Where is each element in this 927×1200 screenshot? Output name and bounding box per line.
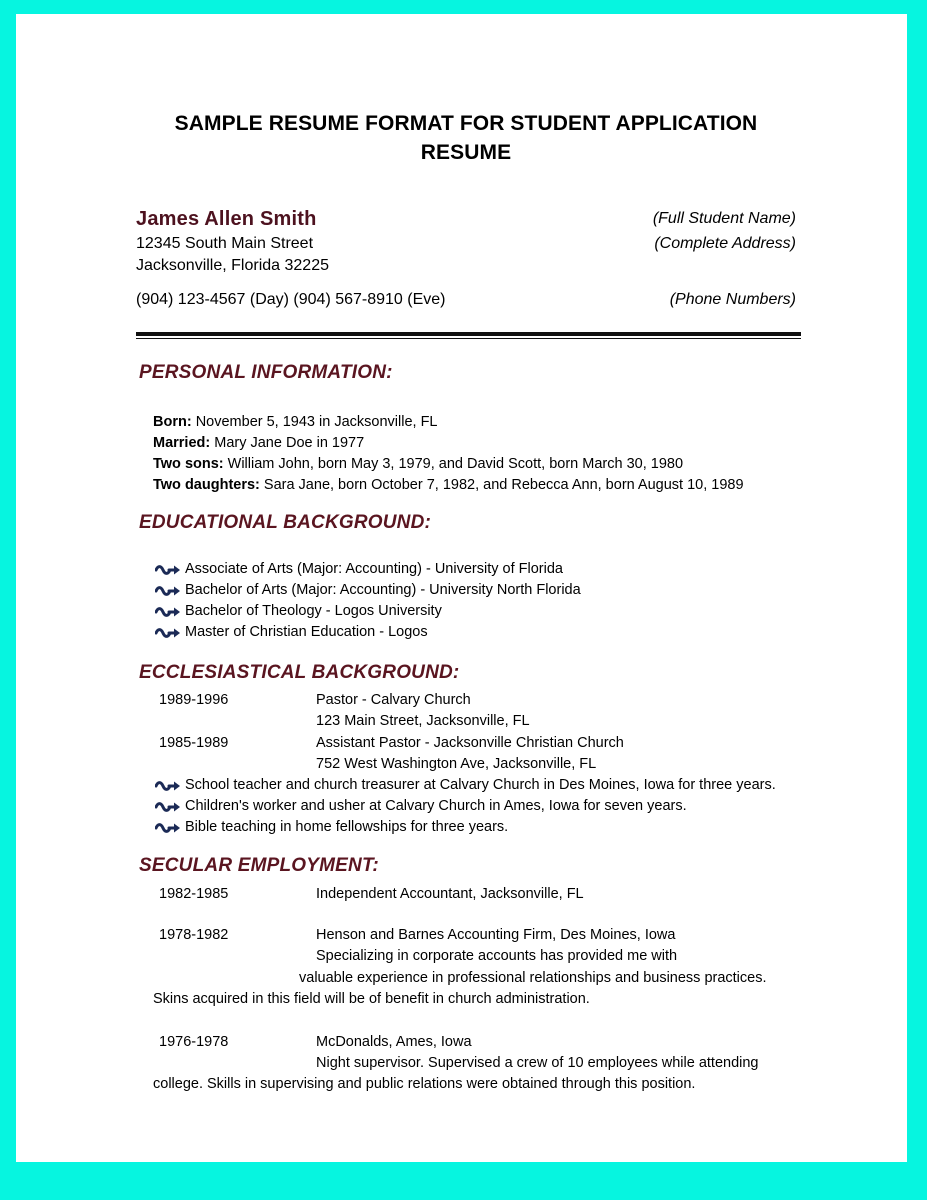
secular-job2-detail-2: valuable experience in professional relationships and business practices. bbox=[299, 970, 767, 986]
ecclesiastical-bullet bbox=[155, 817, 508, 838]
secular-job3-title: McDonalds, Ames, Iowa bbox=[316, 1034, 472, 1050]
personal-item-married bbox=[153, 433, 364, 454]
personal-value-daughters: Sara Jane, born October 7, 1982, and Rebecca Ann, born August 10, 1989 bbox=[259, 477, 744, 493]
personal-value-married: Mary Jane Doe in 1977 bbox=[210, 435, 365, 451]
label-full-student-name: (Full Student Name) bbox=[652, 210, 796, 227]
resume-page bbox=[16, 14, 907, 1162]
personal-item-born bbox=[153, 412, 438, 433]
wavy-arrow-icon bbox=[155, 821, 183, 835]
education-item bbox=[155, 622, 428, 643]
contact-phones: (904) 123-4567 (Day) (904) 567-8910 (Eve) bbox=[136, 291, 446, 308]
education-item-label: Bachelor of Arts (Major: Accounting) - University North Florida bbox=[185, 582, 581, 598]
education-item-label: Associate of Arts (Major: Accounting) - University of Florida bbox=[185, 561, 563, 577]
personal-value-sons: William John, born May 3, 1979, and David Scott, born March 30, 1980 bbox=[223, 456, 684, 472]
secular-job2-detail-3: Skins acquired in this field will be of benefit in church administration. bbox=[153, 991, 590, 1007]
resume-document bbox=[16, 14, 907, 1162]
secular-job2-title: Henson and Barnes Accounting Firm, Des Moines, Iowa bbox=[316, 927, 676, 943]
personal-label-born: Born: bbox=[153, 414, 192, 430]
ecclesiastical-entry-address: 752 West Washington Ave, Jacksonville, FL bbox=[316, 756, 597, 772]
wavy-arrow-icon bbox=[155, 605, 183, 619]
secular-job3-date: 1976-1978 bbox=[159, 1034, 229, 1050]
ecclesiastical-entry-address: 123 Main Street, Jacksonville, FL bbox=[316, 713, 530, 729]
section-heading-secular-employment: SECULAR EMPLOYMENT: bbox=[139, 855, 379, 876]
wavy-arrow-icon bbox=[155, 626, 183, 640]
secular-job2-date: 1978-1982 bbox=[159, 927, 229, 943]
education-item bbox=[155, 601, 442, 622]
section-heading-educational-background: EDUCATIONAL BACKGROUND: bbox=[139, 512, 432, 533]
secular-job1-date: 1982-1985 bbox=[159, 886, 229, 902]
ecclesiastical-bullet-label: Bible teaching in home fellowships for three years. bbox=[185, 819, 509, 835]
personal-label-sons: Two sons: bbox=[153, 456, 224, 472]
section-heading-personal-information: PERSONAL INFORMATION: bbox=[139, 362, 393, 383]
secular-job3-detail-1: Night supervisor. Supervised a crew of 10 employees while attending bbox=[316, 1055, 759, 1071]
education-item-label: Bachelor of Theology - Logos University bbox=[185, 603, 442, 619]
ecclesiastical-entry-date: 1989-1996 bbox=[159, 692, 229, 708]
contact-city-state-zip: Jacksonville, Florida 32225 bbox=[136, 257, 329, 274]
secular-job1-title: Independent Accountant, Jacksonville, FL bbox=[316, 886, 584, 902]
wavy-arrow-icon bbox=[155, 800, 183, 814]
ecclesiastical-entry-title: Pastor - Calvary Church bbox=[316, 692, 471, 708]
applicant-name: James Allen Smith bbox=[136, 208, 317, 230]
contact-row-name bbox=[136, 206, 806, 233]
ecclesiastical-bullet bbox=[155, 796, 687, 817]
personal-item-daughters bbox=[153, 475, 744, 496]
personal-label-married: Married: bbox=[153, 435, 211, 451]
wavy-arrow-icon bbox=[155, 563, 183, 577]
label-phone-numbers: (Phone Numbers) bbox=[669, 291, 796, 308]
personal-value-born: November 5, 1943 in Jacksonville, FL bbox=[191, 414, 438, 430]
header-divider bbox=[136, 332, 801, 339]
ecclesiastical-bullet-label: Children's worker and usher at Calvary Church in Ames, Iowa for seven years. bbox=[185, 798, 687, 814]
wavy-arrow-icon bbox=[155, 779, 183, 793]
personal-label-daughters: Two daughters: bbox=[153, 477, 260, 493]
contact-row-phone bbox=[136, 289, 806, 311]
contact-block bbox=[136, 206, 806, 311]
education-item bbox=[155, 580, 581, 601]
education-item bbox=[155, 559, 563, 580]
label-complete-address: (Complete Address) bbox=[654, 235, 796, 252]
contact-row-city bbox=[136, 255, 806, 277]
ecclesiastical-bullet-label: School teacher and church treasurer at Calvary Church in Des Moines, Iowa for three years. bbox=[185, 777, 776, 793]
education-item-label: Master of Christian Education - Logos bbox=[185, 624, 428, 640]
ecclesiastical-entry-title: Assistant Pastor - Jacksonville Christian Church bbox=[316, 735, 624, 751]
ecclesiastical-entry-date: 1985-1989 bbox=[159, 735, 229, 751]
secular-job2-detail-1: Specializing in corporate accounts has provided me with bbox=[316, 948, 678, 964]
section-heading-ecclesiastical-background: ECCLESIASTICAL BACKGROUND: bbox=[139, 662, 460, 683]
contact-row-street bbox=[136, 233, 806, 255]
wavy-arrow-icon bbox=[155, 584, 183, 598]
title-line-1: SAMPLE RESUME FORMAT FOR STUDENT APPLICATION bbox=[174, 112, 758, 135]
ecclesiastical-bullet bbox=[155, 775, 776, 796]
personal-item-sons bbox=[153, 454, 683, 475]
title-line-2: RESUME bbox=[420, 141, 512, 164]
page-title bbox=[116, 109, 816, 167]
secular-job3-detail-2: college. Skills in supervising and public relations were obtained through this position. bbox=[153, 1076, 696, 1092]
contact-street: 12345 South Main Street bbox=[136, 235, 314, 252]
